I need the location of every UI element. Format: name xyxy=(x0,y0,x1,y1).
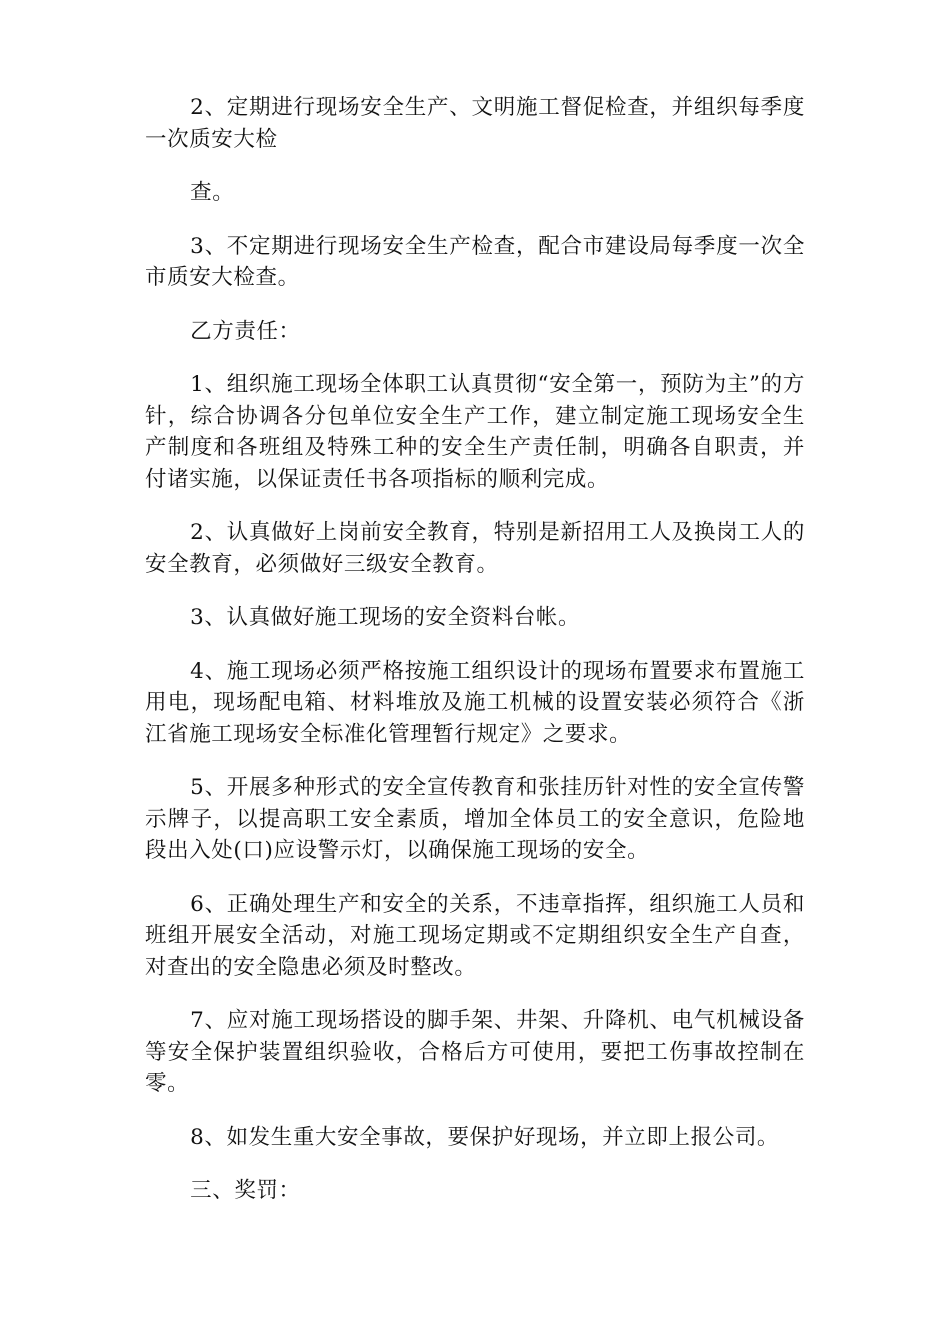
paragraph-party-b-item-5: 5、开展多种形式的安全宣传教育和张挂历针对性的安全宣传警示牌子，以提高职工安全素质，增加全体员工的安全意识，危险地段出入处(口)应设警示灯，以确保施工现场的安全。 xyxy=(145,775,805,863)
paragraph-party-b-item-3: 3、认真做好施工现场的安全资料台帐。 xyxy=(190,605,581,630)
paragraph-party-b-item-7: 7、应对施工现场搭设的脚手架、井架、升降机、电气机械设备等安全保护装置组织验收，合格后方可使用，要把工伤事故控制在零。 xyxy=(145,1008,805,1096)
heading-party-b-responsibilities: 乙方责任： xyxy=(190,318,301,344)
heading-rewards-penalties: 三、奖罚： xyxy=(190,1178,301,1203)
paragraph-inspection-continuation: 查。 xyxy=(190,180,235,205)
paragraph-party-b-item-6: 6、正确处理生产和安全的关系，不违章指挥，组织施工人员和班组开展安全活动，对施工现场定期或不定期组织安全生产自查，对查出的安全隐患必须及时整改。 xyxy=(145,891,805,980)
paragraph-party-b-item-4: 4、施工现场必须严格按施工组织设计的现场布置要求布置施工用电，现场配电箱、材料堆放及施工机械的设置安装必须符合《浙江省施工现场安全标准化管理暂行规定》之要求。 xyxy=(145,658,805,747)
paragraph-party-b-item-8: 8、如发生重大安全事故，要保护好现场，并立即上报公司。 xyxy=(190,1124,780,1150)
paragraph-inspection-item-3: 3、不定期进行现场安全生产检查，配合市建设局每季度一次全市质安大检查。 xyxy=(145,233,805,290)
document-body xyxy=(145,92,805,1229)
paragraph-party-b-item-2: 2、认真做好上岗前安全教育，特别是新招用工人及换岗工人的安全教育，必须做好三级安全教育。 xyxy=(145,520,805,577)
paragraph-party-b-item-1: 1、组织施工现场全体职工认真贯彻“安全第一，预防为主”的方针，综合协调各分包单位安全生产工作，建立制定施工现场安全生产制度和各班组及特殊工种的安全生产责任制，明确各自职责，并付诸实施，以保证责任书各项指标的顺利完成。 xyxy=(145,372,805,492)
paragraph-inspection-item-2: 2、定期进行现场安全生产、文明施工督促检查，并组织每季度一次质安大检 xyxy=(145,95,805,152)
